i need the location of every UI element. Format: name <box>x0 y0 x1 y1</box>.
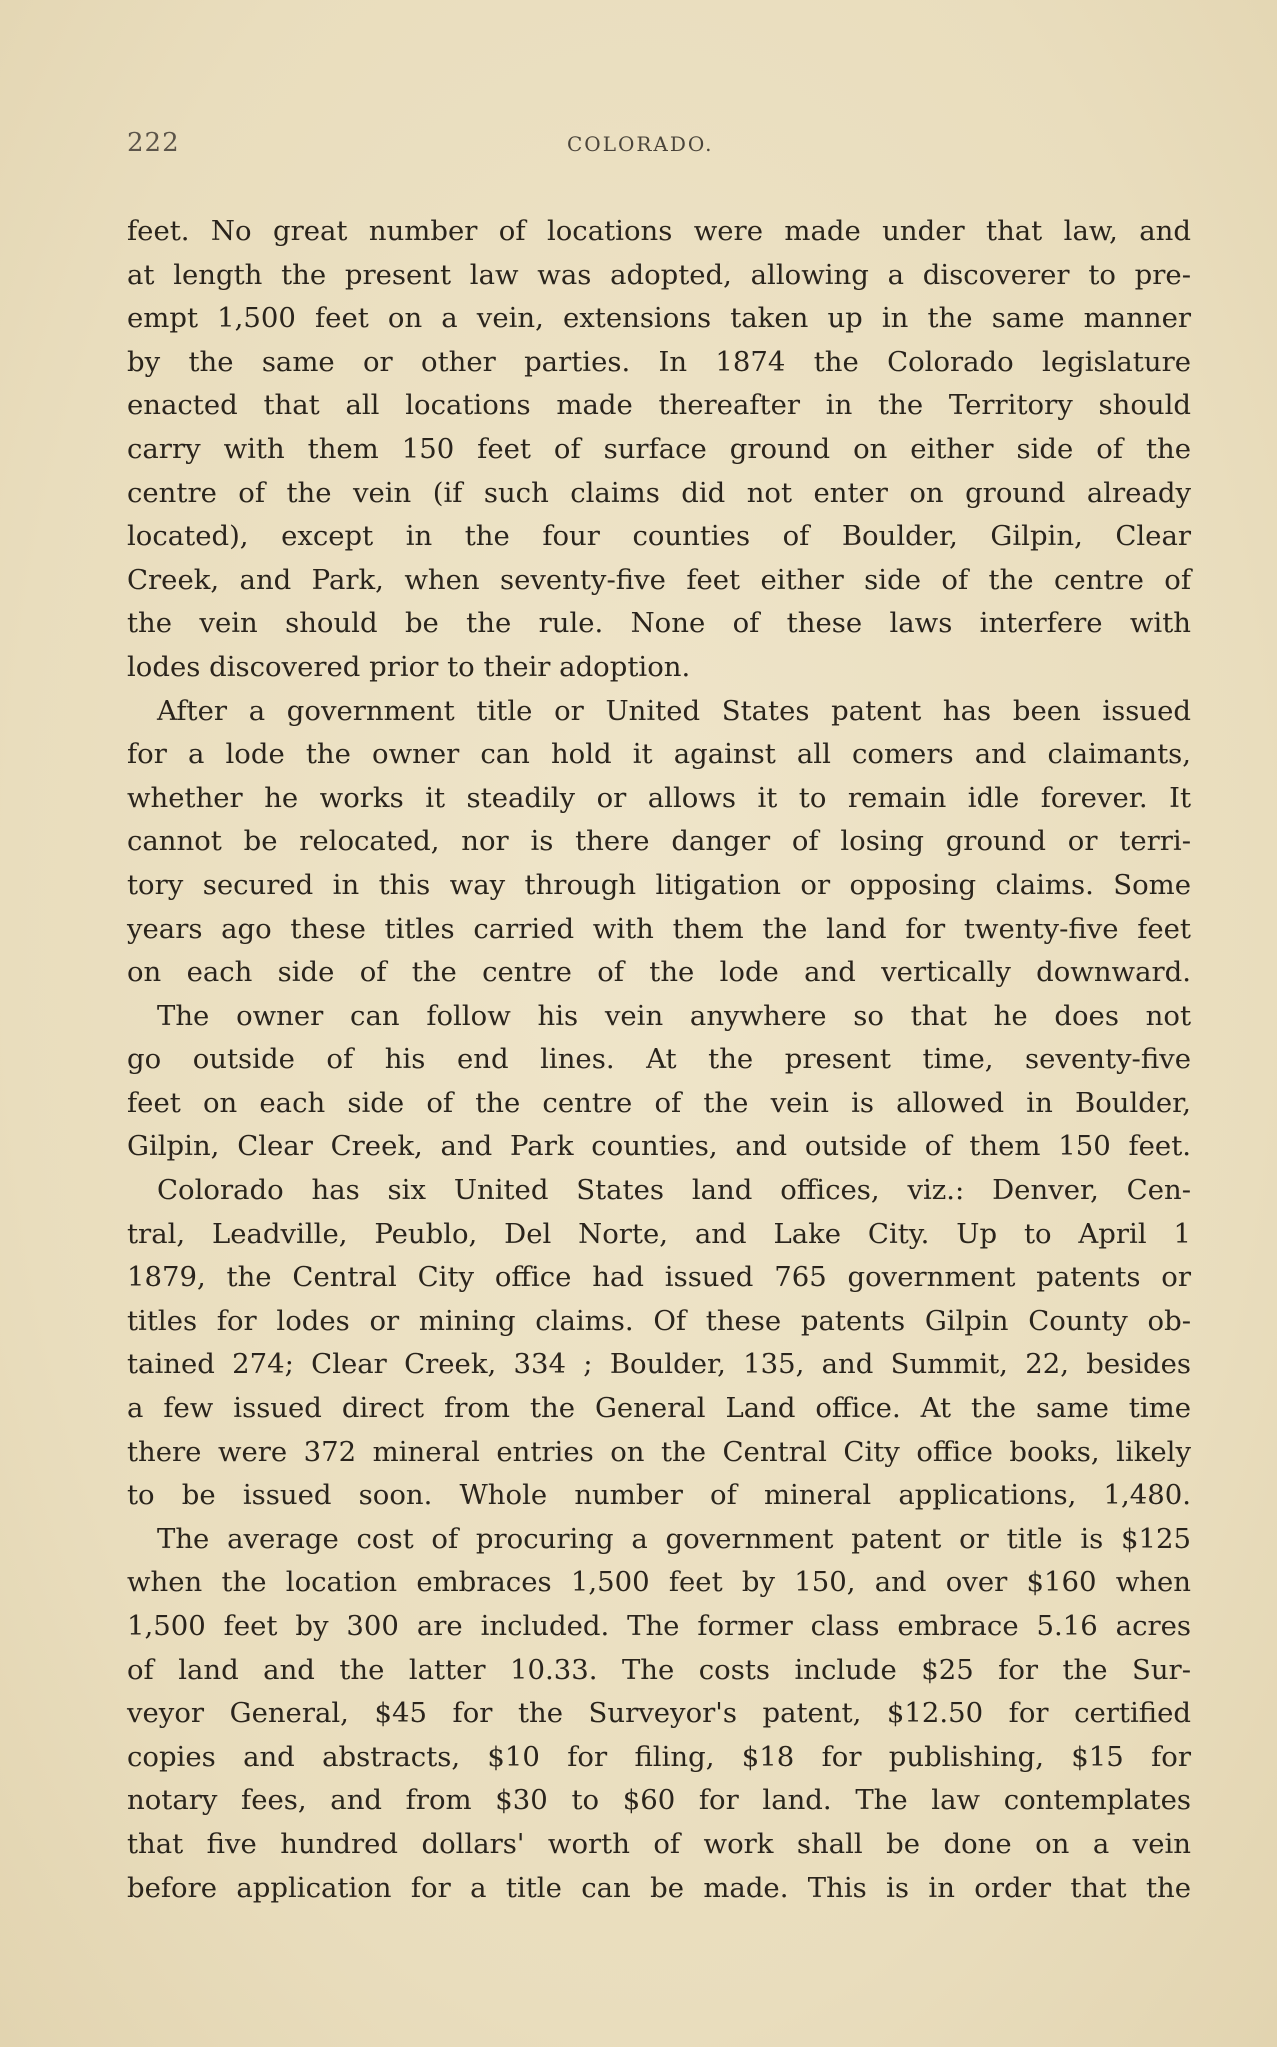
text-line: by the same or other parties. In 1874 the Colorado legislature <box>127 345 1191 378</box>
text-line: on each side of the centre of the lode and vertically downward. <box>127 956 1191 989</box>
text-line: for a lode the owner can hold it against all comers and claimants, <box>127 738 1191 771</box>
text-line: the vein should be the rule. None of these laws interfere with <box>127 607 1191 640</box>
text-line: Gilpin, Clear Creek, and Park counties, and outside of them 150 feet. <box>127 1130 1191 1163</box>
text-line: veyor General, $45 for the Surveyor's patent, $12.50 for certified <box>127 1697 1191 1730</box>
text-line: of land and the latter 10.33. The costs include $25 for the Sur- <box>127 1653 1191 1686</box>
text-line: feet. No great number of locations were made under that law, and <box>127 215 1191 247</box>
text-line: cannot be relocated, nor is there danger of losing ground or terri- <box>127 825 1191 858</box>
text-line: The average cost of procuring a government patent or title is $125 <box>157 1522 1191 1555</box>
page-header <box>127 128 1187 168</box>
text-line: that five hundred dollars' worth of work shall be done on a vein <box>127 1827 1191 1860</box>
text-line: The owner can follow his vein anywhere so that he does not <box>157 999 1191 1032</box>
running-head: COLORADO. <box>567 132 714 156</box>
text-line: 1,500 feet by 300 are included. The former class embrace 5.16 acres <box>127 1610 1191 1642</box>
text-line: tained 274; Clear Creek, 334 ; Boulder, 135, and Summit, 22, besides <box>127 1348 1191 1381</box>
text-line: located), except in the four counties of Boulder, Gilpin, Clear <box>127 520 1191 553</box>
text-line: centre of the vein (if such claims did not enter on ground already <box>127 476 1191 509</box>
text-line: feet on each side of the centre of the vein is allowed in Boulder, <box>127 1086 1191 1119</box>
text-line: at length the present law was adopted, allowing a discoverer to pre- <box>127 258 1191 291</box>
text-line: titles for lodes or mining claims. Of these patents Gilpin County ob- <box>127 1304 1191 1337</box>
text-line: years ago these titles carried with them the land for twenty-five feet <box>127 912 1191 945</box>
page-number: 222 <box>127 128 180 158</box>
text-line: enacted that all locations made thereafter in the Territory should <box>127 389 1191 422</box>
text-line: empt 1,500 feet on a vein, extensions taken up in the same manner <box>127 302 1191 335</box>
text-line: lodes discovered prior to their adoption. <box>127 650 691 683</box>
text-line: Creek, and Park, when seventy-five feet either side of the centre of <box>127 563 1191 596</box>
text-line: when the location embraces 1,500 feet by 150, and over $160 when <box>127 1566 1191 1599</box>
text-line: go outside of his end lines. At the present time, seventy-five <box>127 1043 1191 1076</box>
text-line: After a government title or United States patent has been issued <box>157 694 1191 727</box>
text-line: Colorado has six United States land offices, viz.: Denver, Cen- <box>157 1174 1191 1207</box>
text-line: a few issued direct from the General Land office. At the same time <box>127 1392 1191 1425</box>
text-line: there were 372 mineral entries on the Central City office books, likely <box>127 1435 1191 1468</box>
text-line: tory secured in this way through litigation or opposing claims. Some <box>127 868 1191 901</box>
text-line: whether he works it steadily or allows it to remain idle forever. It <box>127 781 1191 814</box>
text-line: notary fees, and from $30 to $60 for land. The law contemplates <box>127 1784 1191 1817</box>
text-line: 1879, the Central City office had issued 765 government patents or <box>127 1261 1191 1294</box>
text-line: copies and abstracts, $10 for filing, $18 for publishing, $15 for <box>127 1740 1191 1773</box>
text-line: carry with them 150 feet of surface ground on either side of the <box>127 432 1191 465</box>
text-line: before application for a title can be made. This is in order that the <box>127 1871 1191 1904</box>
text-line: tral, Leadville, Peublo, Del Norte, and Lake City. Up to April 1 <box>127 1217 1191 1250</box>
text-line: to be issued soon. Whole number of mineral applications, 1,480. <box>127 1479 1191 1512</box>
body-text <box>127 210 1191 1910</box>
